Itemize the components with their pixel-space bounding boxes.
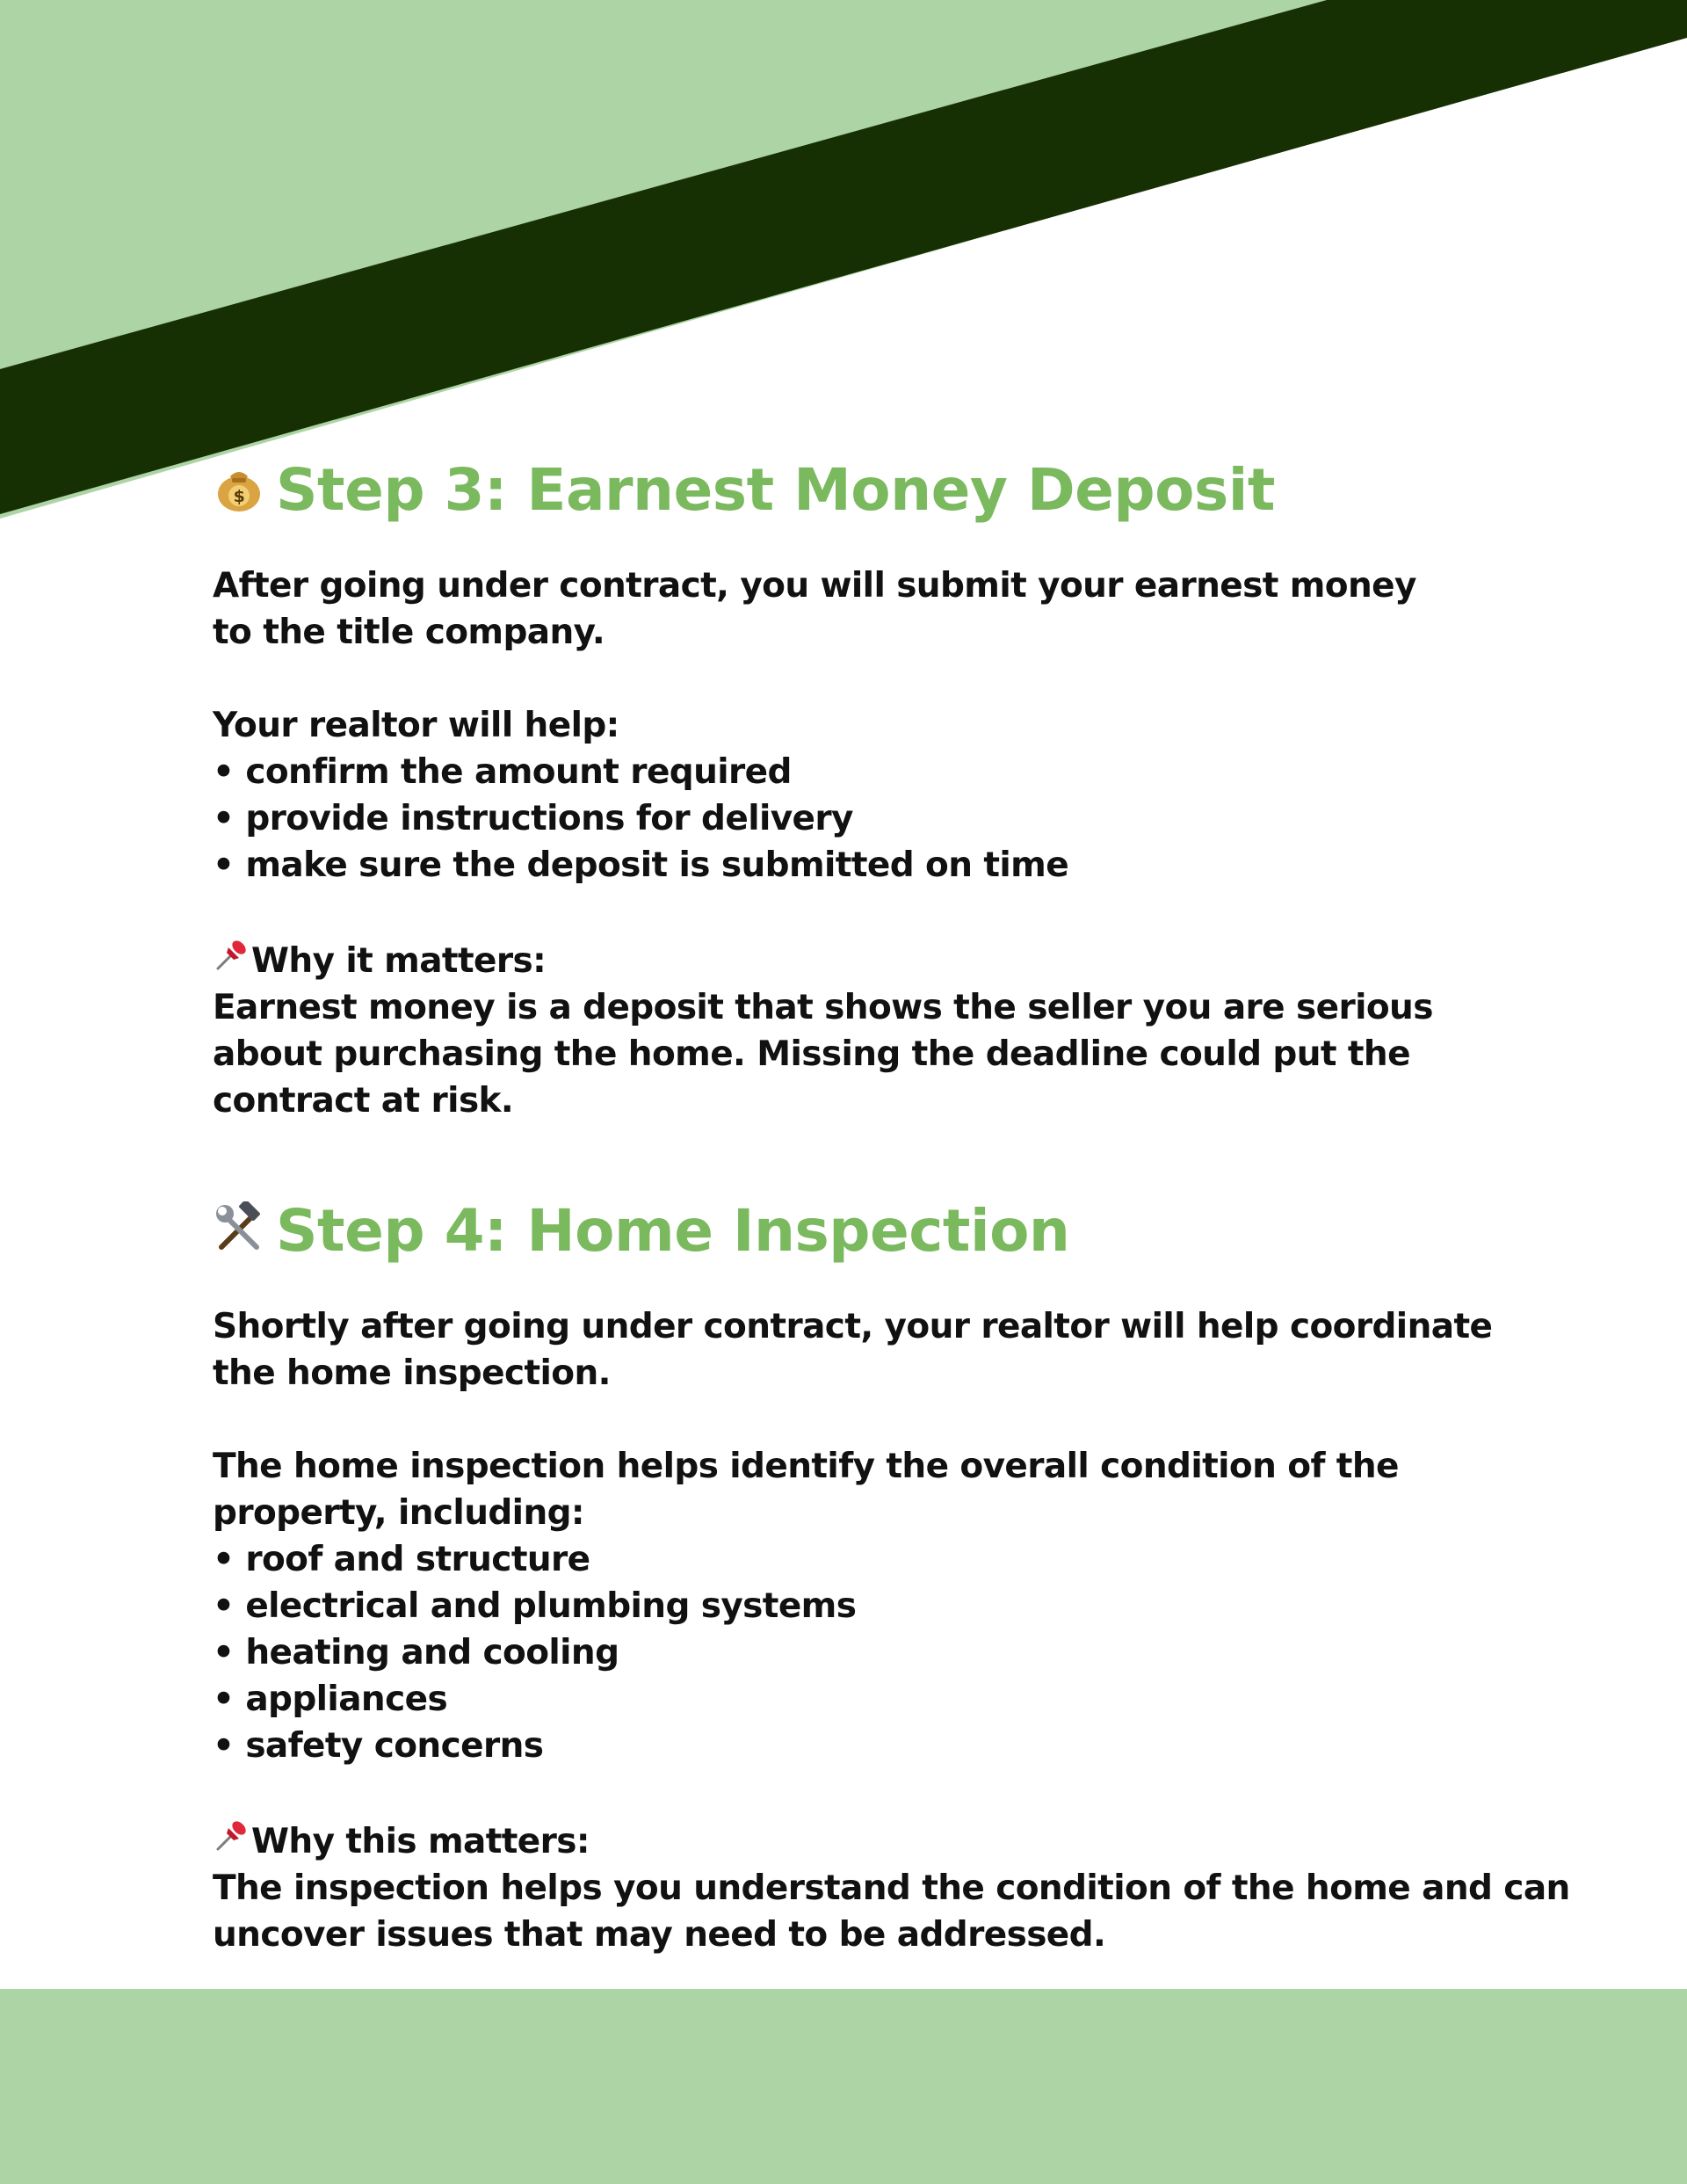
step4-intro-line-1: Shortly after going under contract, your realtor will help coordinate	[213, 1307, 1493, 1346]
pushpin-icon	[213, 1816, 251, 1854]
step4-title: Step 4: Home Inspection	[276, 1197, 1070, 1265]
step4-list-intro-line-1: The home inspection helps identify the overall condition of the	[213, 1447, 1399, 1486]
svg-text:$: $	[233, 487, 245, 506]
step3-why-text	[213, 984, 1654, 1124]
list-item: • provide instructions for delivery	[213, 795, 1654, 842]
step4-list-intro	[213, 1443, 1654, 1536]
step3-why-heading: Why it matters:	[251, 941, 547, 981]
step3-why-line-1: Earnest money is a deposit that shows the seller you are serious	[213, 988, 1433, 1027]
step3-intro-line-2: to the title company.	[213, 613, 605, 652]
list-item: • confirm the amount required	[213, 749, 1654, 795]
step3-intro	[213, 562, 1654, 656]
step3-why-line-3: contract at risk.	[213, 1081, 514, 1121]
step4-why-line-2: uncover issues that may need to be addressed.	[213, 1915, 1106, 1955]
step3-intro-line-1: After going under contract, you will submit your earnest money	[213, 566, 1416, 606]
footer-band	[0, 1989, 1687, 2184]
step4-why-text	[213, 1865, 1654, 1958]
list-item: • make sure the deposit is submitted on time	[213, 842, 1654, 889]
list-item: • roof and structure	[213, 1536, 1654, 1583]
step3-help-heading: Your realtor will help:	[213, 706, 619, 745]
step4-list-intro-line-2: property, including:	[213, 1493, 584, 1533]
step4-why-line-1: The inspection helps you understand the condition of the home and can	[213, 1868, 1570, 1908]
hammer-and-wrench-icon	[213, 1201, 265, 1254]
step4-intro-line-2: the home inspection.	[213, 1353, 611, 1393]
step3-why-heading-row	[213, 935, 1654, 984]
list-item: • appliances	[213, 1676, 1654, 1723]
step3-help-list	[213, 749, 1654, 889]
list-item: • electrical and plumbing systems	[213, 1583, 1654, 1629]
money-bag-icon	[213, 461, 265, 513]
step4-intro	[213, 1303, 1654, 1397]
step3-section	[213, 453, 1654, 1124]
header-banner	[0, 0, 1687, 527]
step3-heading	[213, 453, 1654, 527]
list-item: • safety concerns	[213, 1723, 1654, 1769]
pushpin-icon	[213, 935, 251, 974]
step4-why-heading-row	[213, 1816, 1654, 1865]
step4-inspection-list	[213, 1536, 1654, 1769]
step3-why-line-2: about purchasing the home. Missing the deadline could put the	[213, 1034, 1410, 1074]
step3-title: Step 3: Earnest Money Deposit	[276, 456, 1275, 524]
list-item: • heating and cooling	[213, 1629, 1654, 1676]
step4-heading	[213, 1194, 1654, 1268]
step4-section	[213, 1194, 1654, 1958]
step4-why-heading: Why this matters:	[251, 1822, 590, 1861]
